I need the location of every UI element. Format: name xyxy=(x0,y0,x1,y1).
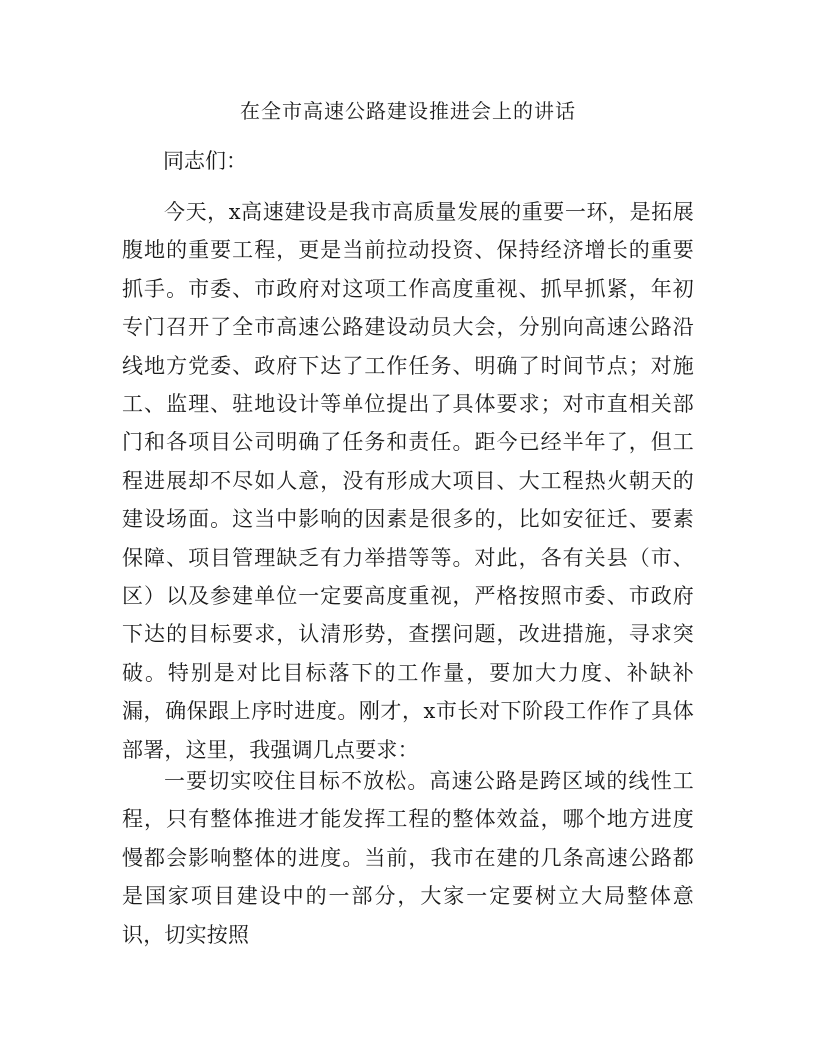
body-paragraph-1: 今天，x高速建设是我市高质量发展的重要一环，是拓展腹地的重要工程，更是当前拉动投资、保持经济增长的重要抓手。市委、市政府对这项工作高度重视、抓早抓紧，年初专门召开了全市高速公路建设动员大会，分别向高速公路沿线地方党委、政府下达了工作任务、明确了时间节点；对施工、监理、驻地设计等单位提出了具体要求；对市直相关部门和各项目公司明确了任务和责任。距今已经半年了，但工程进展却不尽如人意，没有形成大项目、大工程热火朝天的建设场面。这当中影响的因素是很多的，比如安征迁、要素保障、项目管理缺乏有力举措等等。对此，各有关县（市、区）以及参建单位一定要高度重视，严格按照市委、市政府下达的目标要求，认清形势，查摆问题，改进措施，寻求突破。特别是对比目标落下的工作量，要加大力度、补缺补漏，确保跟上序时进度。刚才，x市长对下阶段工作作了具体部署，这里，我强调几点要求： xyxy=(122,200,694,762)
body-paragraph-2: 一要切实咬住目标不放松。高速公路是跨区域的线性工程，只有整体推进才能发挥工程的整体效益，哪个地方进度慢都会影响整体的进度。当前，我市在建的几条高速公路都是国家项目建设中的一部分，大家一定要树立大局整体意识，切实按照 xyxy=(122,769,694,947)
salutation: 同志们： xyxy=(163,149,247,173)
document-title: 在全市高速公路建设推进会上的讲话 xyxy=(240,99,576,123)
